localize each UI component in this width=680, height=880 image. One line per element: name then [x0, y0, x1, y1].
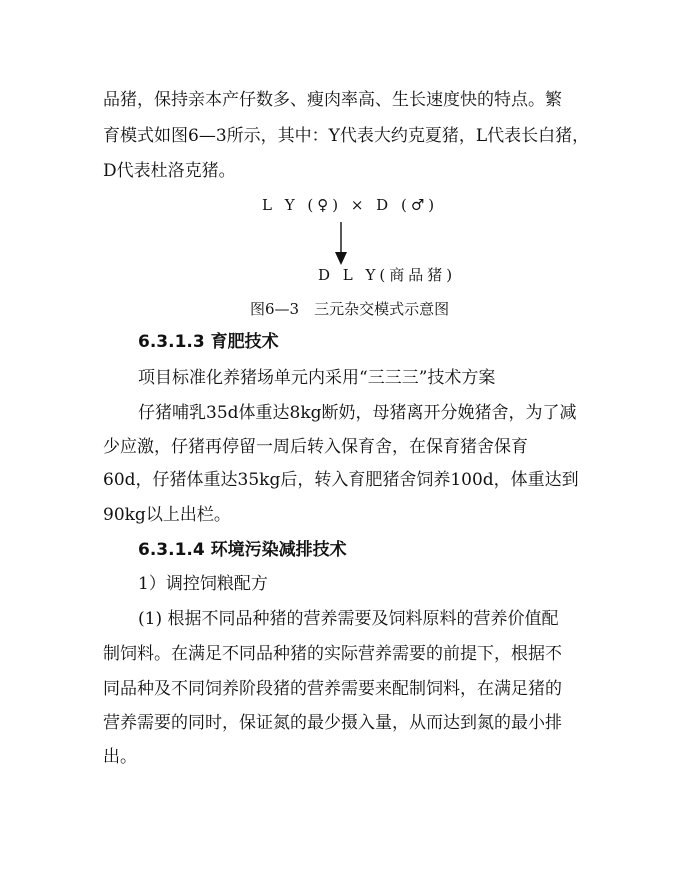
paragraph-line: 仔猪哺乳35d体重达8kg断奶，母猪离开分娩猪舍，为了减 — [138, 403, 577, 423]
intro-line-1: 品猪，保持亲本产仔数多、瘦肉率高、生长速度快的特点。繁 — [103, 90, 562, 110]
paragraph-line: 同品种及不同饲养阶段猪的营养需要来配制饲料，在满足猪的 — [103, 679, 562, 699]
down-arrow-icon — [331, 222, 351, 266]
sub-heading: 1）调控饲粮配方 — [138, 574, 268, 594]
intro-line-3: D代表杜洛克猪。 — [103, 161, 236, 181]
cross-formula: L Y (♀) × D (♂) — [262, 196, 439, 214]
paragraph-line: 60d，仔猪体重达35kg后，转入育肥猪舍饲养100d，体重达到 — [103, 470, 579, 490]
paragraph-line: 少应激，仔猪再停留一周后转入保育舍，在保育猪舍保育 — [103, 437, 528, 457]
intro-line-2: 育模式如图6—3所示，其中：Y代表大约克夏猪，L代表长白猪， — [103, 126, 590, 146]
paragraph-line: (1) 根据不同品种猪的营养需要及饲料原料的营养价值配 — [138, 609, 559, 629]
paragraph-line: 项目标准化养猪场单元内采用“三三三”技术方案 — [138, 368, 496, 388]
section-heading-6-3-1-4: 6.3.1.4 环境污染减排技术 — [138, 540, 347, 560]
section-heading-6-3-1-3: 6.3.1.3 育肥技术 — [138, 332, 279, 352]
paragraph-line: 出。 — [103, 747, 137, 767]
figure-caption: 图6—3 三元杂交模式示意图 — [250, 300, 450, 318]
cross-result: D L Y(商品猪) — [318, 266, 457, 284]
paragraph-line: 90kg以上出栏。 — [103, 505, 231, 525]
paragraph-line: 制饲料。在满足不同品种猪的实际营养需要的前提下，根据不 — [103, 644, 562, 664]
paragraph-line: 营养需要的同时，保证氮的最少摄入量，从而达到氮的最小排 — [103, 713, 562, 733]
